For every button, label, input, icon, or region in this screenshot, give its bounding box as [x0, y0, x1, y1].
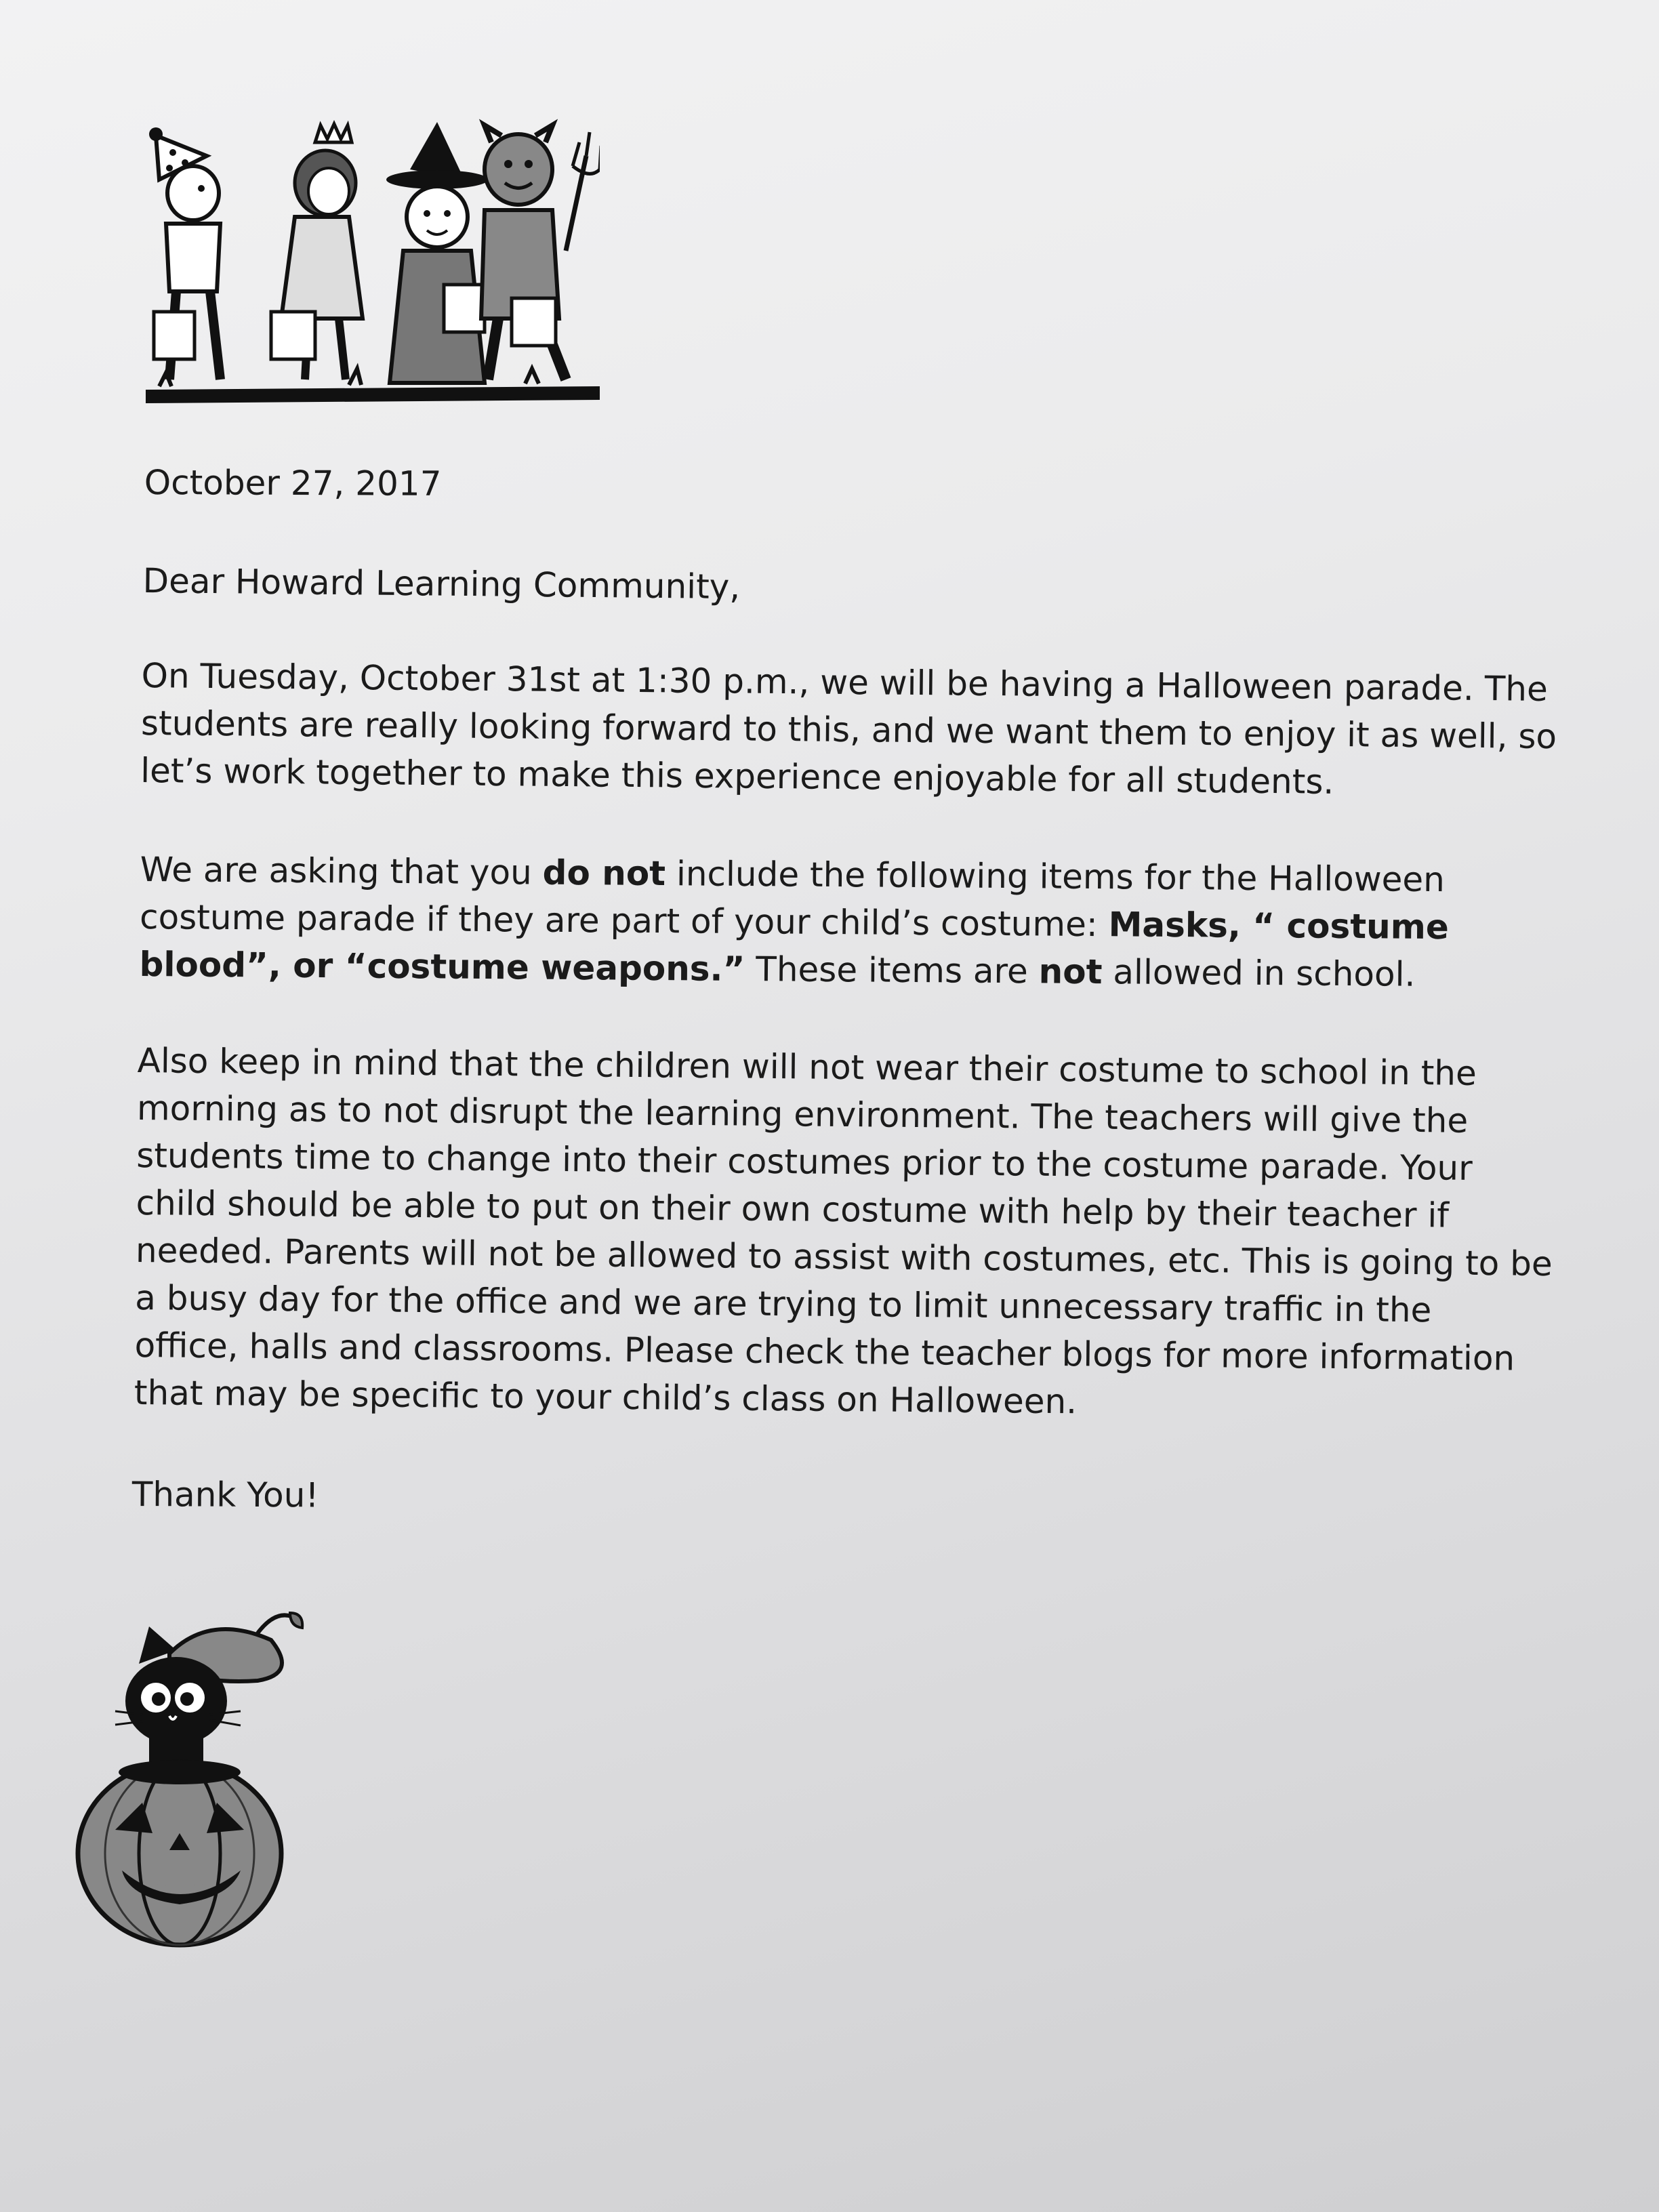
paragraph-line: that may be specific to your child’s class on Halloween. [134, 1372, 1078, 1422]
black-cat-in-jack-o-lantern-icon [75, 1599, 332, 1952]
emphasis-do-not: do not [542, 853, 666, 894]
text-run: We are asking that you [140, 849, 543, 893]
text-run: include the following items for the Halloween [665, 854, 1446, 900]
emphasis-not: not [1038, 951, 1103, 992]
halloween-kids-costume-parade-icon [146, 115, 600, 407]
paragraph-line: let’s work together to make this experience enjoyable for all students. [140, 750, 1334, 802]
paragraph-line: students time to change into their costumes prior to the costume parade. Your [136, 1135, 1473, 1188]
text-run: costume parade if they are part of your child’s costume: [139, 897, 1109, 945]
letter-salutation: Dear Howard Learning Community, [142, 560, 741, 607]
paragraph-line: a busy day for the office and we are trying to limit unnecessary traffic in the [135, 1277, 1432, 1330]
paragraph-line: morning as to not disrupt the learning environment. The teachers will give the [136, 1088, 1469, 1141]
letter-closing: Thank You! [131, 1475, 319, 1515]
paragraph-costume-logistics [134, 1037, 1555, 1430]
paragraph-line: Also keep in mind that the children will not wear their costume to school in the [137, 1040, 1477, 1093]
paragraph-line [139, 941, 1448, 998]
paragraph-line: students are really looking forward to this, and we want them to enjoy it as well, so [140, 703, 1557, 757]
paragraph-line: On Tuesday, October 31st at 1:30 p.m., we will be having a Halloween parade. The [141, 655, 1549, 709]
text-run: These items are [745, 949, 1039, 991]
paragraph-costume-restrictions [139, 846, 1449, 998]
paragraph-line: child should be able to put on their own costume with help by their teacher if [136, 1183, 1450, 1235]
paragraph-line: needed. Parents will not be allowed to assist with costumes, etc. This is going to be [135, 1230, 1553, 1284]
letter-date: October 27, 2017 [144, 462, 442, 504]
text-run: allowed in school. [1102, 952, 1416, 994]
paragraph-line: office, halls and classrooms. Please check the teacher blogs for more information [134, 1325, 1515, 1378]
emphasis-banned-items: Masks, “ costume [1108, 905, 1449, 947]
emphasis-banned-items: blood”, or “costume weapons.” [139, 944, 745, 989]
paragraph-parade-announcement [140, 652, 1557, 808]
